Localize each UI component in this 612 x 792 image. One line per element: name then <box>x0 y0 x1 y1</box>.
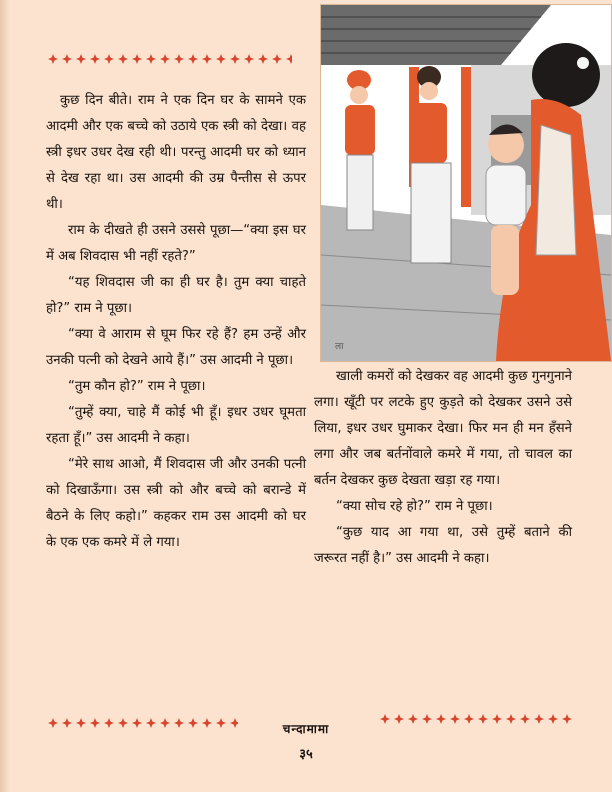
paragraph: “क्या वे आराम से घूम फिर रहे हैं? हम उन्हें और उनकी पत्नी को देखने आये हैं।” उस आदमी ने पूछा। <box>46 327 306 368</box>
page-number: ३५ <box>299 747 313 762</box>
top-ornament-border <box>46 52 292 66</box>
paragraph: राम के दीखते ही उसने उससे पूछा—“क्या इस घर में अब शिवदास भी नहीं रहते?” <box>46 223 306 264</box>
page-edge <box>0 0 10 792</box>
paragraph: “तुम कौन हो?” राम ने पूछा। <box>68 379 206 394</box>
paragraph: “क्या सोच रहे हो?” राम ने पूछा। <box>336 499 493 514</box>
paragraph: “यह शिवदास जी का ही घर है। तुम क्या चाहते हो?” राम ने पूछा। <box>46 275 306 316</box>
paragraph: कुछ दिन बीते। राम ने एक दिन घर के सामने एक आदमी और एक बच्चे को उठाये एक स्त्री को देखा। वह स्त्री इधर उधर देख रही थी। परन्तु आदमी घर को ध्यान से देख रहा था। उस आदमी की उम्र पैन्तीस से ऊपर थी। <box>46 93 306 212</box>
paragraph: खाली कमरों को देखकर वह आदमी कुछ गुनगुनाने लगा। खूँटी पर लटके हुए कुड़ते को देखकर उसने उसे लिया, इधर उधर घुमाकर देखा। फिर मन ही मन हँसने लगा और जब बर्तनोंवाले कमरे में गया, तो चावल का बर्तन देखकर कुछ देखता खड़ा रह गया। <box>314 369 572 488</box>
story-illustration <box>320 4 612 362</box>
left-text-column <box>46 88 306 556</box>
paragraph: “तुम्हें क्या, चाहे मैं कोई भी हूँ। इधर उधर घूमता रहता हूँ।” उस आदमी ने कहा। <box>46 405 306 446</box>
paragraph: “मेरे साथ आओ, मैं शिवदास जी और उनकी पत्नी को दिखाऊँगा। उस स्त्री को और बच्चे को बरान्डे में बैठने के लिए कहो।” कहकर राम उस आदमी को घर के एक एक कमरे में ले गया। <box>46 457 306 550</box>
magazine-title: चन्दामामा <box>282 722 330 736</box>
svg-text:ला: ला <box>335 342 344 352</box>
right-text-column <box>314 364 572 572</box>
paragraph: “कुछ याद आ गया था, उसे तुम्हें बताने की जरूरत नहीं है।” उस आदमी ने कहा। <box>314 525 572 566</box>
